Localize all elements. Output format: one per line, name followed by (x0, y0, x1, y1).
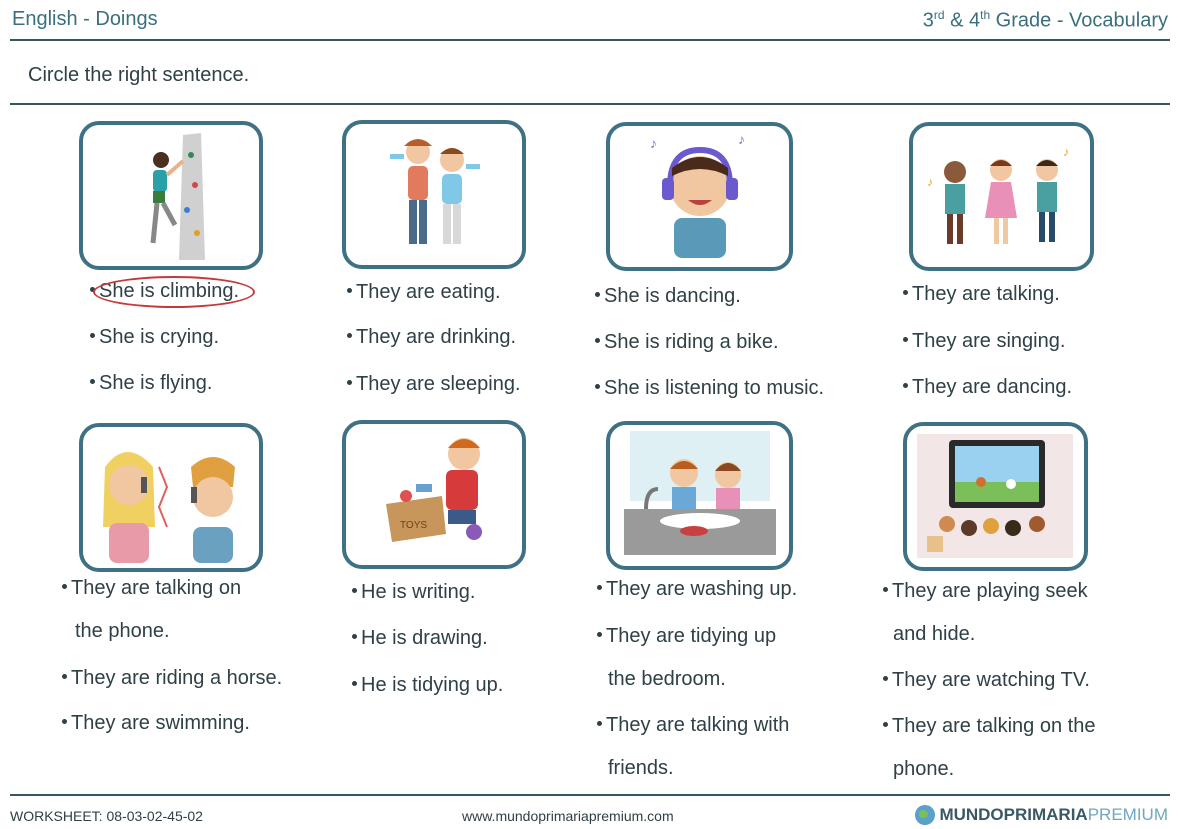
bullet (903, 383, 908, 388)
option-text: She is listening to music. (604, 377, 825, 399)
bullet (352, 634, 357, 639)
option-c1-2[interactable] (90, 325, 219, 349)
option-text: the bedroom. (608, 668, 726, 690)
option-c2-1[interactable] (347, 280, 501, 304)
grade-a-suffix: rd (933, 8, 945, 22)
bullet (62, 719, 67, 724)
option-text: and hide. (893, 623, 976, 645)
option-text: friends. (608, 757, 674, 779)
option-text: They are playing seek (892, 580, 1088, 602)
picture-boy-toy-box (342, 420, 526, 569)
bullet (347, 288, 352, 293)
option-c7-1[interactable] (597, 577, 797, 601)
grade-b-suffix: th (980, 8, 991, 22)
instruction-divider (10, 103, 1170, 105)
worksheet-code: WORKSHEET: 08-03-02-45-02 (10, 808, 203, 824)
picture-kids-watching-tv (903, 422, 1088, 571)
option-c5-1[interactable] (62, 576, 241, 600)
picture-kids-singing (909, 122, 1094, 271)
option-text: They are washing up. (606, 578, 798, 600)
option-text: They are watching TV. (892, 669, 1090, 691)
bullet (90, 287, 95, 292)
option-text: They are eating. (356, 281, 501, 303)
bullet (883, 722, 888, 727)
option-text: They are swimming. (71, 712, 250, 734)
option-c1-3[interactable] (90, 371, 212, 395)
option-text: They are riding a horse. (71, 667, 283, 689)
instruction: Circle the right sentence. (28, 64, 250, 86)
bullet (595, 384, 600, 389)
globe-icon (915, 805, 935, 825)
option-text: She is riding a bike. (604, 331, 779, 353)
option-text: They are drinking. (356, 326, 517, 348)
option-text: They are sleeping. (356, 373, 521, 395)
option-c4-1[interactable] (903, 282, 1060, 306)
option-c6-3[interactable] (352, 673, 503, 697)
option-c3-2[interactable] (595, 330, 779, 354)
picture-kids-drinking (342, 120, 526, 269)
option-c8-3[interactable] (883, 714, 1095, 738)
option-c8-1-cont[interactable] (893, 622, 975, 646)
option-c4-2[interactable] (903, 329, 1065, 353)
bullet (597, 721, 602, 726)
option-c5-3[interactable] (62, 711, 250, 735)
worksheet-subject: English - Doings (12, 8, 158, 30)
option-c5-1-cont[interactable] (75, 619, 170, 643)
picture-girl-climbing (79, 121, 263, 270)
bullet (903, 337, 908, 342)
option-text: She is flying. (99, 372, 213, 394)
option-c2-2[interactable] (347, 325, 516, 349)
option-text: She is dancing. (604, 285, 741, 307)
worksheet-grade (923, 8, 1168, 33)
bullet (62, 584, 67, 589)
bullet (595, 292, 600, 297)
option-text: They are talking on (71, 577, 242, 599)
option-c6-2[interactable] (352, 626, 488, 650)
option-text: They are talking on the (892, 715, 1096, 737)
footer-url[interactable]: www.mundoprimariapremium.com (462, 808, 674, 824)
option-c7-2[interactable] (597, 624, 776, 648)
bullet (595, 338, 600, 343)
bullet (347, 333, 352, 338)
bullet (883, 587, 888, 592)
option-c4-3[interactable] (903, 375, 1072, 399)
option-text: They are tidying up (606, 625, 777, 647)
option-text: They are talking. (912, 283, 1060, 305)
option-text: They are singing. (912, 330, 1066, 352)
bullet (903, 290, 908, 295)
option-c3-3[interactable] (595, 376, 824, 400)
bullet (352, 588, 357, 593)
option-c2-3[interactable] (347, 372, 521, 396)
option-text: the phone. (75, 620, 170, 642)
bullet (90, 379, 95, 384)
option-text: He is drawing. (361, 627, 488, 649)
option-c7-3[interactable] (597, 713, 789, 737)
svg-text:♪: ♪ (738, 131, 745, 147)
bullet (62, 674, 67, 679)
brand-logo (915, 805, 1168, 825)
option-c7-2-cont[interactable] (608, 667, 726, 691)
option-text: She is climbing. (99, 280, 240, 302)
svg-text:♪: ♪ (650, 135, 657, 151)
option-c3-1[interactable] (595, 284, 741, 308)
grade-a: 3 (922, 9, 934, 32)
option-c8-1[interactable] (883, 579, 1088, 603)
bullet (597, 632, 602, 637)
option-text: They are dancing. (912, 376, 1073, 398)
svg-text:♪: ♪ (1063, 145, 1069, 159)
footer-divider (10, 794, 1170, 796)
bullet (90, 333, 95, 338)
option-text: phone. (893, 758, 955, 780)
option-c8-3-cont[interactable] (893, 757, 954, 781)
svg-text:♪: ♪ (927, 175, 933, 189)
bullet (883, 676, 888, 681)
option-c5-2[interactable] (62, 666, 282, 690)
bullet (597, 585, 602, 590)
bullet (347, 380, 352, 385)
grade-b: & 4 (944, 9, 981, 32)
option-c1-1[interactable] (90, 279, 239, 303)
option-c6-1[interactable] (352, 580, 475, 604)
logo-word-1: MUNDO (939, 805, 1004, 824)
option-text: They are talking with (606, 714, 790, 736)
option-text: She is crying. (99, 326, 220, 348)
option-text: He is writing. (361, 581, 476, 603)
option-c7-3-cont[interactable] (608, 756, 674, 780)
grade-topic: Grade - Vocabulary (990, 9, 1168, 32)
picture-kids-phone (79, 423, 263, 572)
option-c8-2[interactable] (883, 668, 1090, 692)
logo-word-3: PREMIUM (1087, 805, 1168, 824)
logo-word-2: PRIMARIA (1003, 805, 1088, 824)
bullet (352, 681, 357, 686)
circled-answer (99, 280, 239, 302)
picture-kids-washing-up (606, 421, 793, 570)
option-text: He is tidying up. (361, 674, 504, 696)
svg-text:TOYS: TOYS (400, 520, 428, 531)
header-divider (10, 39, 1170, 41)
picture-girl-headphones (606, 122, 793, 271)
